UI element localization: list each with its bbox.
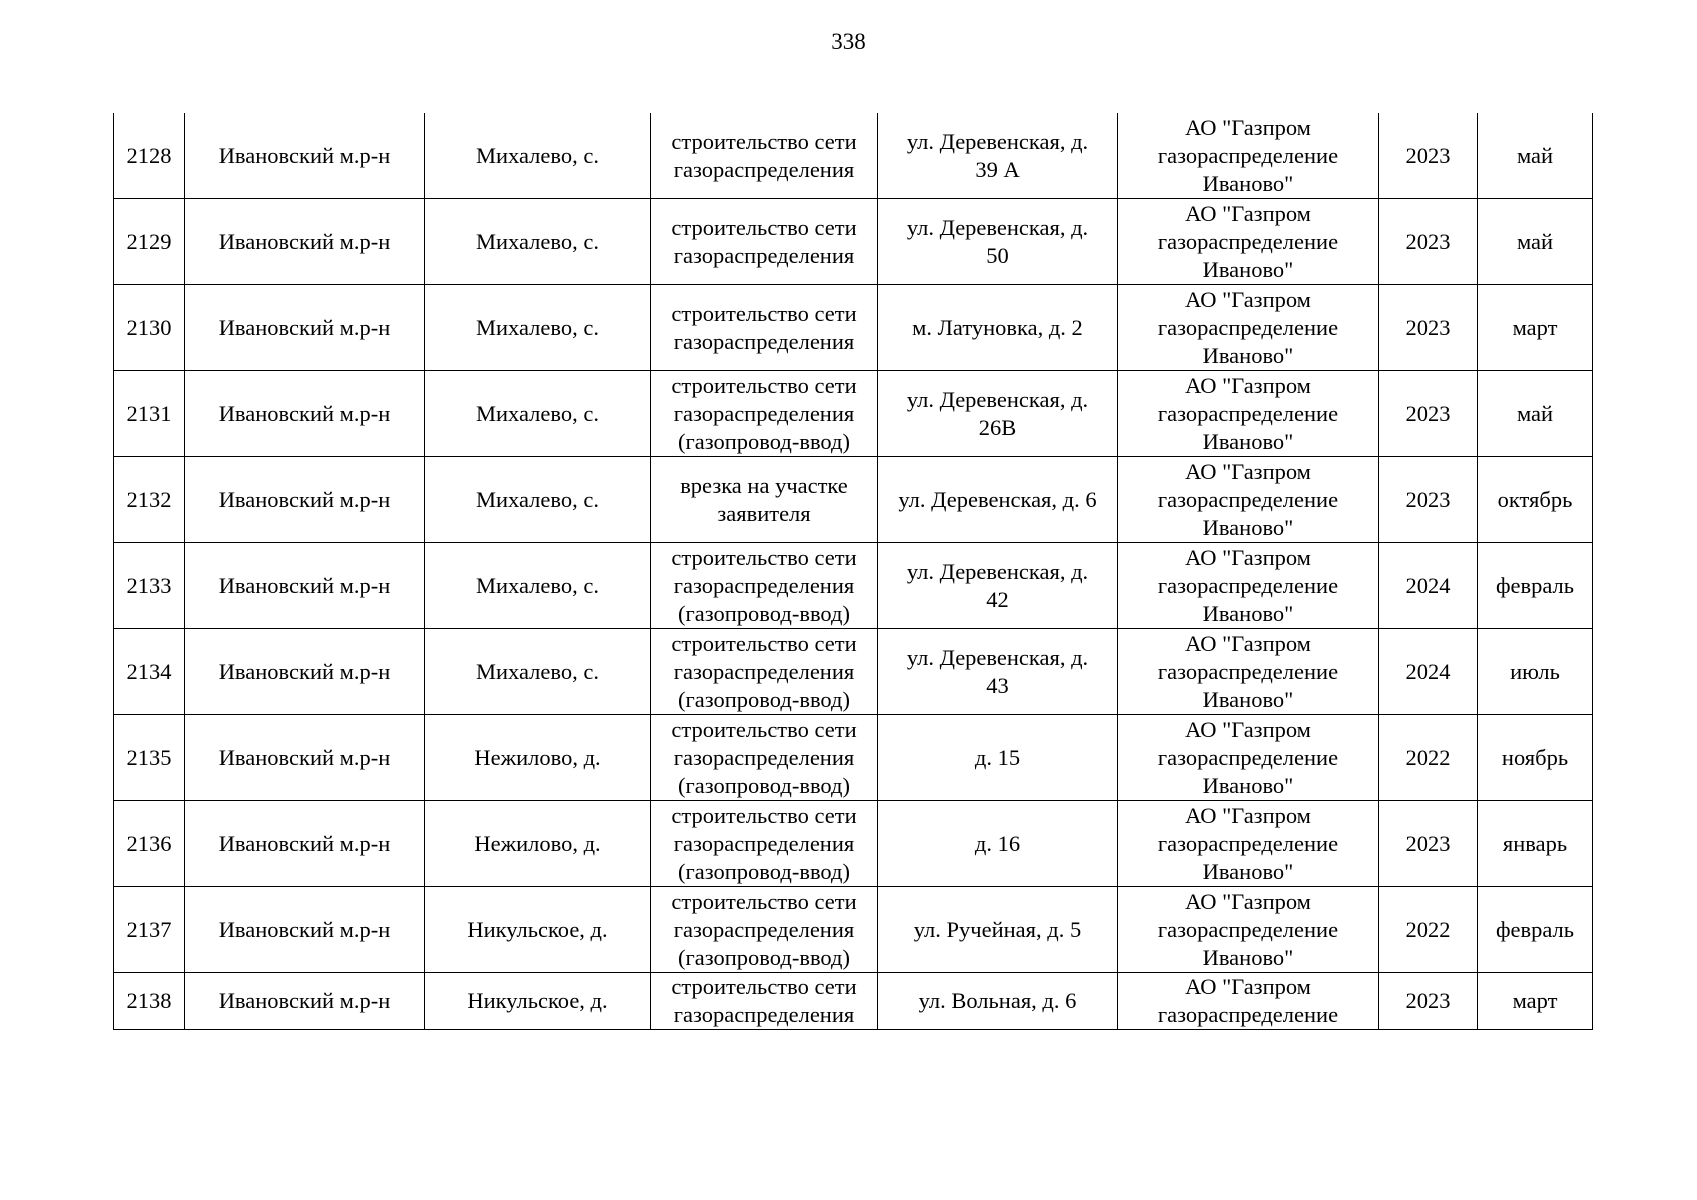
year-cell: 2024: [1379, 543, 1478, 629]
organization-cell-line: АО "Газпром: [1185, 286, 1311, 312]
work-type-cell-line: газораспределения: [673, 658, 855, 684]
organization-cell-line: газораспределение: [1157, 916, 1339, 942]
row-number-cell: 2137: [114, 887, 185, 973]
work-type-cell-line: газораспределения: [673, 744, 855, 770]
work-type-cell: [651, 801, 878, 887]
settlement-cell: Михалево, с.: [425, 543, 651, 629]
address-cell-line: ул. Вольная, д. 6: [918, 988, 1077, 1013]
work-type-cell-line: строительство сети: [671, 372, 857, 398]
organization-cell-line: Иваново": [1202, 428, 1294, 454]
work-type-cell: [651, 715, 878, 801]
month-cell: февраль: [1478, 887, 1593, 973]
district-cell: Ивановский м.р-н: [185, 113, 425, 199]
work-type-cell-line: строительство сети: [671, 974, 857, 999]
table-row: [114, 887, 1593, 973]
district-cell: Ивановский м.р-н: [185, 629, 425, 715]
row-number-cell: 2132: [114, 457, 185, 543]
work-type-cell: [651, 285, 878, 371]
address-cell: [878, 371, 1118, 457]
organization-cell-line: газораспределение: [1157, 744, 1339, 770]
work-type-cell-line: строительство сети: [671, 630, 857, 656]
table-body: [114, 113, 1593, 1030]
address-cell-line: 39 А: [975, 156, 1020, 182]
work-type-cell-line: строительство сети: [671, 544, 857, 570]
work-type-cell: [651, 973, 878, 1030]
month-cell: ноябрь: [1478, 715, 1593, 801]
work-type-cell-line: газораспределения: [673, 916, 855, 942]
organization-cell-line: газораспределение: [1157, 228, 1339, 254]
district-cell: Ивановский м.р-н: [185, 457, 425, 543]
organization-cell-line: Иваново": [1202, 858, 1294, 884]
organization-cell-line: газораспределение: [1157, 658, 1339, 684]
address-cell-line: ул. Ручейная, д. 5: [913, 916, 1082, 942]
address-cell-line: 43: [986, 672, 1009, 698]
page-number: 338: [831, 29, 866, 54]
organization-cell-line: АО "Газпром: [1185, 630, 1311, 656]
month-cell: июль: [1478, 629, 1593, 715]
year-cell: 2023: [1379, 371, 1478, 457]
settlement-cell: Михалево, с.: [425, 285, 651, 371]
organization-cell-line: газораспределение: [1157, 400, 1339, 426]
organization-cell-line: Иваново": [1202, 170, 1294, 196]
district-cell: Ивановский м.р-н: [185, 371, 425, 457]
organization-cell-line: газораспределение: [1157, 486, 1339, 512]
work-type-cell-line: газораспределения: [673, 328, 855, 354]
organization-cell-line: АО "Газпром: [1185, 458, 1311, 484]
row-number-cell: 2136: [114, 801, 185, 887]
table-row: [114, 113, 1593, 199]
settlement-cell: Нежилово, д.: [425, 801, 651, 887]
year-cell: 2024: [1379, 629, 1478, 715]
organization-cell: [1118, 113, 1379, 199]
organization-cell-line: АО "Газпром: [1185, 114, 1311, 140]
district-cell: Ивановский м.р-н: [185, 973, 425, 1030]
organization-cell-line: АО "Газпром: [1185, 716, 1311, 742]
year-cell: 2023: [1379, 285, 1478, 371]
organization-cell: [1118, 801, 1379, 887]
work-type-cell-line: строительство сети: [671, 716, 857, 742]
month-cell: февраль: [1478, 543, 1593, 629]
year-cell: 2023: [1379, 113, 1478, 199]
settlement-cell: Нежилово, д.: [425, 715, 651, 801]
address-cell-line: ул. Деревенская, д.: [906, 386, 1089, 412]
table-row: [114, 285, 1593, 371]
address-cell-line: д. 15: [974, 744, 1021, 770]
organization-cell: [1118, 199, 1379, 285]
district-cell: Ивановский м.р-н: [185, 887, 425, 973]
month-cell: май: [1478, 199, 1593, 285]
year-cell: 2022: [1379, 715, 1478, 801]
address-cell-line: 50: [986, 242, 1009, 268]
row-number-cell: 2134: [114, 629, 185, 715]
work-type-cell-line: (газопровод-ввод): [678, 772, 850, 798]
month-cell: март: [1478, 285, 1593, 371]
year-cell: 2022: [1379, 887, 1478, 973]
organization-cell: [1118, 543, 1379, 629]
month-cell: май: [1478, 113, 1593, 199]
work-type-cell-line: газораспределения: [673, 156, 855, 182]
address-cell: [878, 457, 1118, 543]
address-cell-line: 42: [986, 586, 1009, 612]
work-type-cell-line: строительство сети: [671, 300, 857, 326]
work-type-cell-line: строительство сети: [671, 214, 857, 240]
row-number-cell: 2128: [114, 113, 185, 199]
row-number-cell: 2131: [114, 371, 185, 457]
organization-cell-line: Иваново": [1202, 686, 1294, 712]
organization-cell-line: газораспределение: [1157, 572, 1339, 598]
month-cell: май: [1478, 371, 1593, 457]
work-type-cell: [651, 543, 878, 629]
work-type-cell-line: газораспределения: [673, 400, 855, 426]
work-type-cell-line: (газопровод-ввод): [678, 858, 850, 884]
table-row: [114, 371, 1593, 457]
row-number-cell: 2130: [114, 285, 185, 371]
year-cell: 2023: [1379, 973, 1478, 1030]
organization-cell-line: Иваново": [1202, 256, 1294, 282]
table-row: [114, 973, 1593, 1030]
organization-cell-line: Иваново": [1202, 772, 1294, 798]
month-cell: март: [1478, 973, 1593, 1030]
work-type-cell-line: строительство сети: [671, 128, 857, 154]
organization-cell-line: АО "Газпром: [1185, 200, 1311, 226]
organization-cell-line: АО "Газпром: [1185, 974, 1311, 999]
work-type-cell-line: (газопровод-ввод): [678, 428, 850, 454]
row-number-cell: 2138: [114, 973, 185, 1030]
address-cell: [878, 113, 1118, 199]
organization-cell-line: газораспределение: [1157, 314, 1339, 340]
table-row: [114, 543, 1593, 629]
organization-cell-line: газораспределение: [1157, 1002, 1339, 1027]
organization-cell-line: АО "Газпром: [1185, 888, 1311, 914]
organization-cell: [1118, 371, 1379, 457]
settlement-cell: Михалево, с.: [425, 199, 651, 285]
district-cell: Ивановский м.р-н: [185, 801, 425, 887]
work-type-cell-line: газораспределения: [673, 830, 855, 856]
work-type-cell: [651, 113, 878, 199]
address-cell: [878, 285, 1118, 371]
address-cell: [878, 543, 1118, 629]
organization-cell: [1118, 285, 1379, 371]
address-cell: [878, 629, 1118, 715]
work-type-cell-line: (газопровод-ввод): [678, 600, 850, 626]
address-cell: [878, 887, 1118, 973]
work-type-cell-line: газораспределения: [673, 242, 855, 268]
year-cell: 2023: [1379, 801, 1478, 887]
year-cell: 2023: [1379, 457, 1478, 543]
address-cell-line: д. 16: [974, 830, 1021, 856]
table-row: [114, 629, 1593, 715]
district-cell: Ивановский м.р-н: [185, 543, 425, 629]
address-cell: [878, 199, 1118, 285]
organization-cell-line: газораспределение: [1157, 830, 1339, 856]
work-type-cell: [651, 629, 878, 715]
month-cell: январь: [1478, 801, 1593, 887]
settlement-cell: Никульское, д.: [425, 973, 651, 1030]
table-row: [114, 715, 1593, 801]
address-cell: [878, 715, 1118, 801]
organization-cell-line: Иваново": [1202, 514, 1294, 540]
address-cell-line: ул. Деревенская, д. 6: [898, 486, 1097, 512]
work-type-cell: [651, 457, 878, 543]
address-cell-line: ул. Деревенская, д.: [906, 214, 1089, 240]
work-type-cell: [651, 199, 878, 285]
organization-cell-line: газораспределение: [1157, 142, 1339, 168]
address-cell-line: 26В: [978, 414, 1017, 440]
organization-cell: [1118, 973, 1379, 1030]
year-cell: 2023: [1379, 199, 1478, 285]
settlement-cell: Михалево, с.: [425, 457, 651, 543]
address-cell-line: ул. Деревенская, д.: [906, 644, 1089, 670]
month-cell: октябрь: [1478, 457, 1593, 543]
table-row: [114, 199, 1593, 285]
address-cell-line: м. Латуновка, д. 2: [912, 314, 1083, 340]
organization-cell-line: Иваново": [1202, 600, 1294, 626]
settlement-cell: Михалево, с.: [425, 113, 651, 199]
organization-cell: [1118, 629, 1379, 715]
district-cell: Ивановский м.р-н: [185, 715, 425, 801]
work-type-cell-line: строительство сети: [671, 888, 857, 914]
address-cell: [878, 973, 1118, 1030]
address-cell-line: ул. Деревенская, д.: [906, 128, 1089, 154]
work-type-cell-line: (газопровод-ввод): [678, 944, 850, 970]
address-cell-line: ул. Деревенская, д.: [906, 558, 1089, 584]
organization-cell-line: АО "Газпром: [1185, 802, 1311, 828]
gas-network-table: [113, 113, 1593, 1030]
settlement-cell: Михалево, с.: [425, 371, 651, 457]
organization-cell-line: АО "Газпром: [1185, 372, 1311, 398]
work-type-cell-line: (газопровод-ввод): [678, 686, 850, 712]
district-cell: Ивановский м.р-н: [185, 199, 425, 285]
organization-cell-line: Иваново": [1202, 342, 1294, 368]
work-type-cell: [651, 371, 878, 457]
organization-cell: [1118, 715, 1379, 801]
address-cell: [878, 801, 1118, 887]
district-cell: Ивановский м.р-н: [185, 285, 425, 371]
organization-cell-line: Иваново": [1202, 944, 1294, 970]
settlement-cell: Никульское, д.: [425, 887, 651, 973]
work-type-cell: [651, 887, 878, 973]
work-type-cell-line: строительство сети: [671, 802, 857, 828]
organization-cell: [1118, 887, 1379, 973]
work-type-cell-line: врезка на участке: [680, 472, 848, 498]
organization-cell: [1118, 457, 1379, 543]
settlement-cell: Михалево, с.: [425, 629, 651, 715]
row-number-cell: 2129: [114, 199, 185, 285]
work-type-cell-line: газораспределения: [673, 1002, 855, 1027]
table-row: [114, 457, 1593, 543]
work-type-cell-line: газораспределения: [673, 572, 855, 598]
row-number-cell: 2133: [114, 543, 185, 629]
row-number-cell: 2135: [114, 715, 185, 801]
work-type-cell-line: заявителя: [717, 500, 811, 526]
organization-cell-line: АО "Газпром: [1185, 544, 1311, 570]
table-row: [114, 801, 1593, 887]
